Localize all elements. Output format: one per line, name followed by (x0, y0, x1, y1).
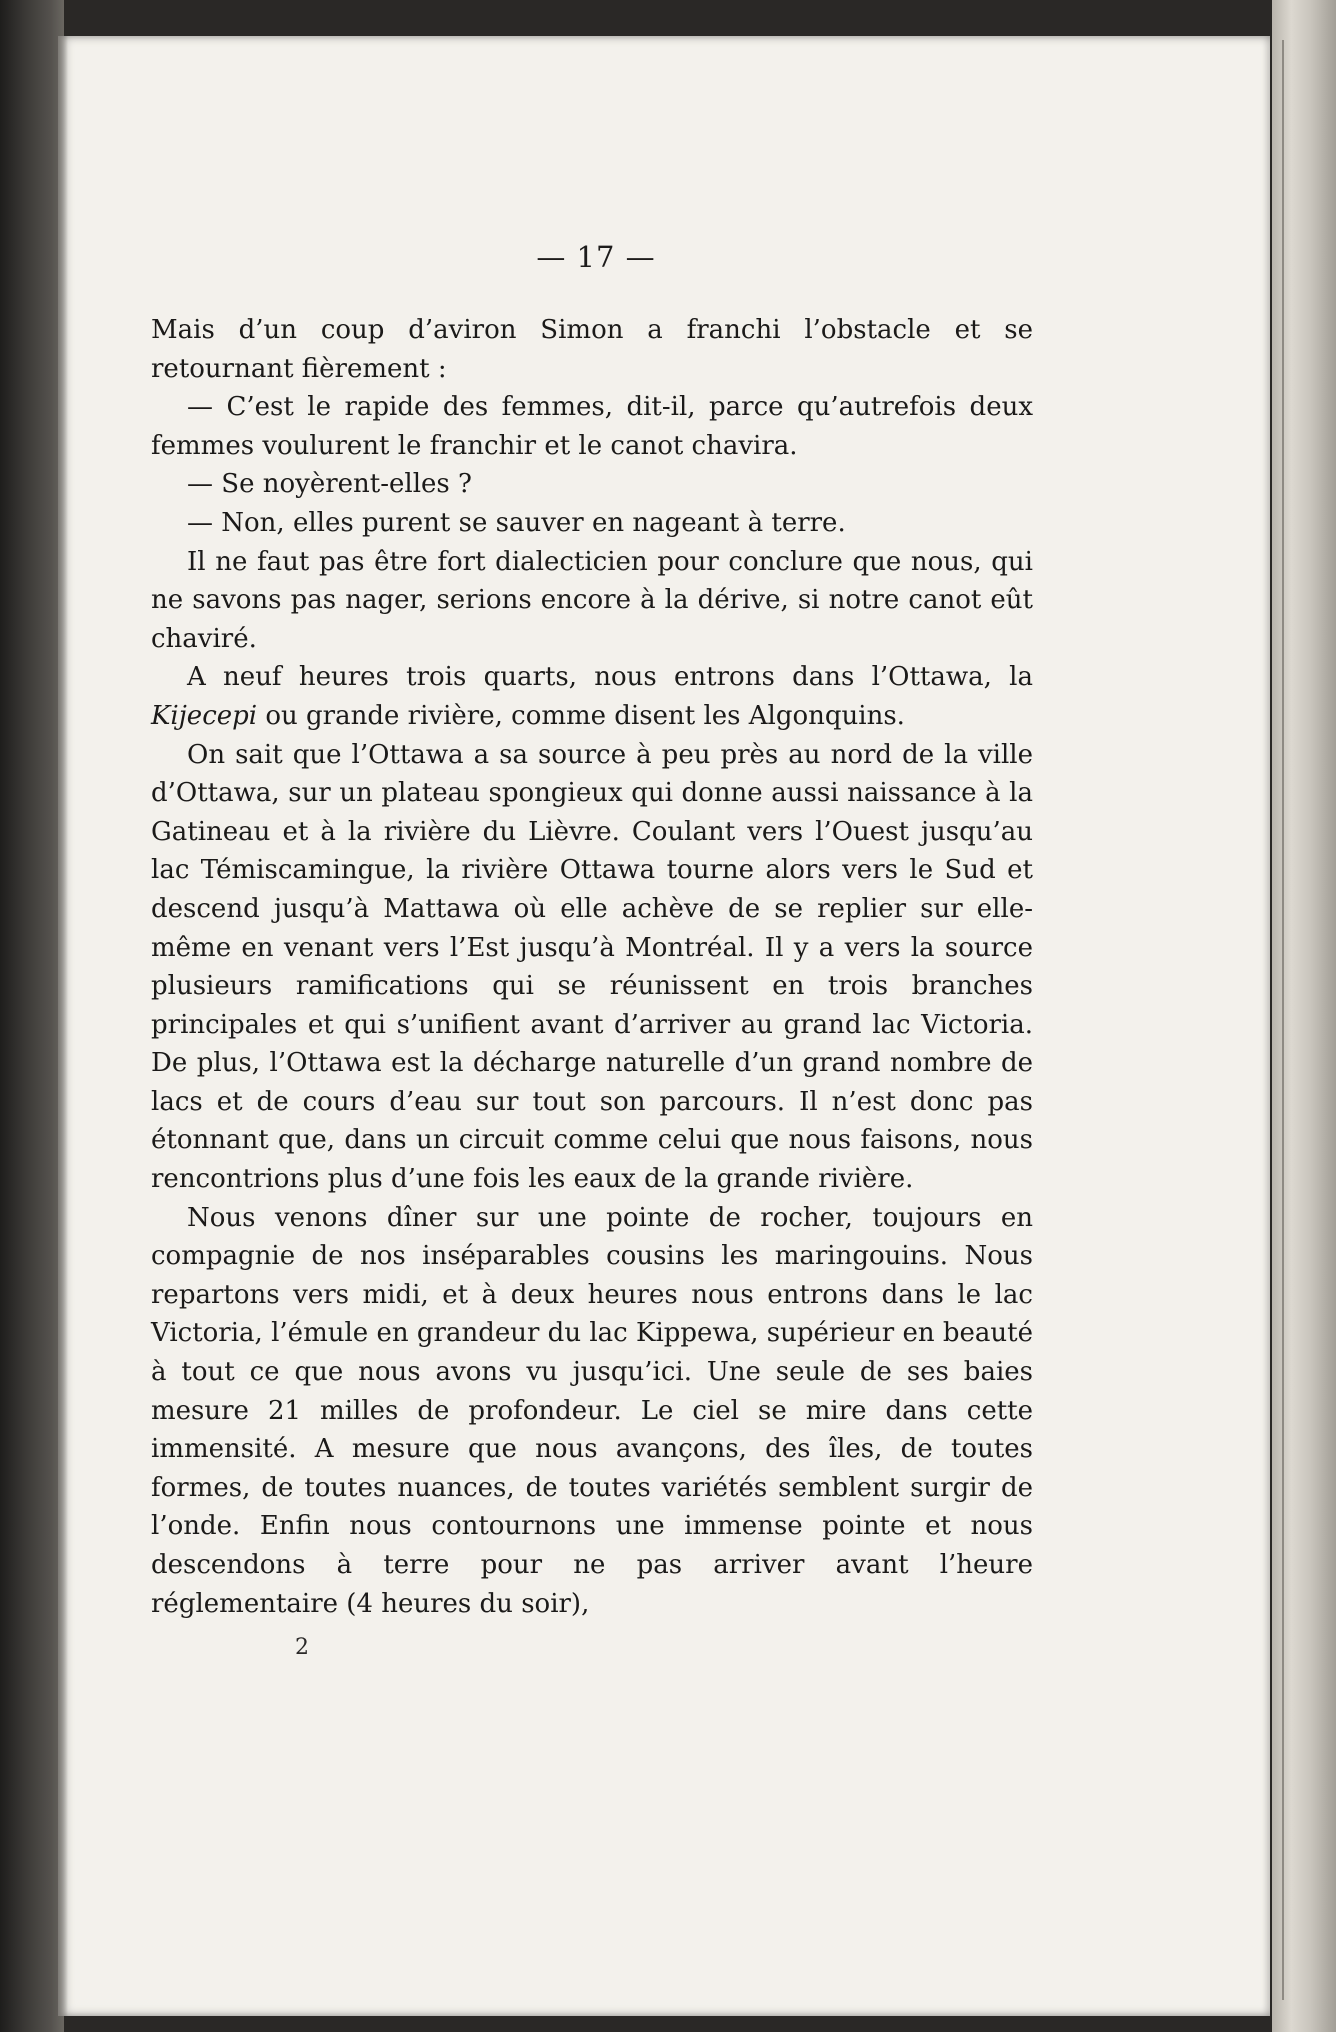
paragraph-8: Nous venons dîner sur une pointe de rocher, toujours en compagnie de nos inséparables cousins les maringouins. Nous repartons vers midi, et à deux heures nous entrons dans le lac Victoria, l’émule en grandeur du lac Kippewa, supérieur en beauté à tout ce que nous avons vu jusqu’ici. Une seule de ses baies mesure 21 milles de profondeur. Le ciel se mire dans cette immensité. A mesure que nous avançons, des îles, de toutes formes, de toutes nuances, de toutes variétés semblent surgir de l’onde. Enfin nous contournons une immense pointe et nous descendons à terre pour ne pas arriver avant l’heure réglementaire (4 heures du soir), (151, 1202, 1033, 1619)
page-body-text (151, 311, 1033, 1623)
kijecepi-term: Kijecepi (151, 700, 258, 731)
paragraph-6-before: A neuf heures trois quarts, nous entrons dans l’Ottawa, la (187, 662, 1033, 693)
paragraph-7: On sait que l’Ottawa a sa source à peu près au nord de la ville d’Ottawa, sur un plateau spongieux qui donne aussi naissance à la Gatineau et à la rivière du Lièvre. Coulant vers l’Ouest jusqu’au lac Témiscamingue, la rivière Ottawa tourne alors vers le Sud et descend jusqu’à Mattawa où elle achève de se replier sur elle-même en venant vers l’Est jusqu’à Montréal. Il y a vers la source plusieurs ramifications qui se réunissent en trois branches principales et qui s’unifient avant d’arriver au grand lac Victoria. De plus, l’Ottawa est la décharge naturelle d’un grand nombre de lacs et de cours d’eau sur tout son parcours. Il n’est donc pas étonnant que, dans un circuit comme celui que nous faisons, nous rencontrions plus d’une fois les eaux de la grande rivière. (151, 739, 1033, 1195)
paragraph-4: — Non, elles purent se sauver en nageant à terre. (187, 507, 846, 538)
page-edge-line (1282, 40, 1284, 2000)
page-number: — 17 — (536, 240, 656, 274)
book-spine-edge (0, 0, 64, 2032)
spine-shadow (58, 36, 68, 2016)
paragraph-6 (151, 658, 1033, 735)
paragraph-2: — C’est le rapide des femmes, dit-il, parce qu’autrefois deux femmes voulurent le franchir et le canot chavira. (151, 392, 1033, 461)
paragraph-6-after: ou grande rivière, comme disent les Algonquins. (257, 700, 905, 731)
signature-mark: 2 (295, 1635, 309, 1660)
paragraph-5: Il ne faut pas être fort dialecticien pour conclure que nous, qui ne savons pas nager, serions encore à la dérive, si notre canot eût chaviré. (151, 546, 1033, 654)
paragraph-3: — Se noyèrent-elles ? (187, 469, 472, 500)
paragraph-1: Mais d’un coup d’aviron Simon a franchi l’obstacle et se retournant fièrement : (151, 315, 1033, 384)
